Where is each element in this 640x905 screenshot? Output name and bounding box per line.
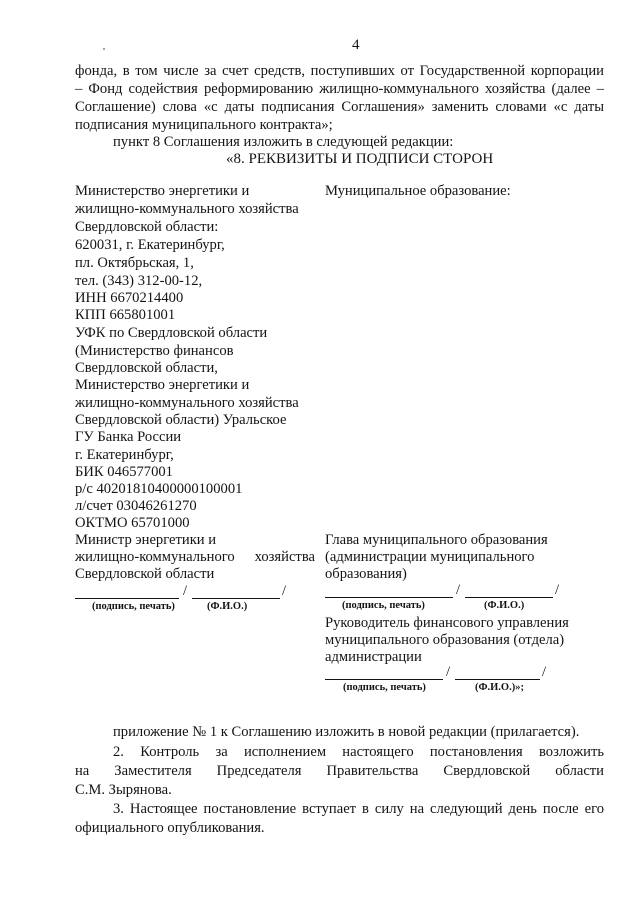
requisite-line: ГУ Банка России	[75, 429, 182, 445]
requisite-line: Министерство энергетики и	[75, 377, 250, 393]
appendix-line: приложение № 1 к Соглашению изложить в новой редакции (прилагается).	[113, 724, 580, 740]
minister-title-line: Министр энергетики и	[75, 532, 217, 548]
separator: /	[282, 583, 287, 599]
requisite-line: жилищно-коммунального хозяйства	[75, 395, 299, 411]
fio-caption: (Ф.И.О.)»;	[475, 682, 524, 693]
signature-line	[325, 679, 443, 680]
requisite-line: пл. Октябрьская, 1,	[75, 255, 194, 271]
fio-caption: (Ф.И.О.)	[207, 601, 248, 612]
signature-caption: (подпись, печать)	[92, 601, 175, 612]
separator: /	[183, 583, 188, 599]
finance-title-line: Руководитель финансового управления	[325, 615, 569, 631]
requisite-line: 620031, г. Екатеринбург,	[75, 237, 225, 253]
fio-caption: (Ф.И.О.)	[484, 600, 525, 611]
separator: /	[446, 664, 451, 680]
requisite-line: р/с 40201810400000100001	[75, 481, 243, 497]
requisite-line: л/счет 03046261270	[75, 498, 197, 514]
signature-line	[75, 598, 179, 599]
fio-line	[455, 679, 540, 680]
separator: /	[555, 582, 560, 598]
separator: /	[542, 664, 547, 680]
page-number: 4	[352, 37, 360, 53]
requisite-line: Свердловской области:	[75, 219, 219, 235]
requisite-line: КПП 665801001	[75, 307, 176, 323]
minister-title-line: Свердловской области	[75, 566, 215, 582]
intro-line-2: – Фонд содействия реформированию жилищно-коммунального хозяйства (далее –	[75, 81, 604, 97]
intro-line-3: Соглашение) слова «с даты подписания Соглашения» заменить словами «с даты	[75, 99, 604, 115]
separator: /	[456, 582, 461, 598]
requisite-line: жилищно-коммунального хозяйства	[75, 201, 299, 217]
requisite-line: ОКТМО 65701000	[75, 515, 190, 531]
item3-line-1: 3. Настоящее постановление вступает в силу на следующий день после его	[113, 801, 604, 817]
head-title-line: Глава муниципального образования	[325, 532, 548, 548]
item2-line-1: 2. Контроль за исполнением настоящего постановления возложить	[113, 744, 604, 760]
finance-title-line: администрации	[325, 649, 422, 665]
head-title-line: (администрации муниципального	[325, 549, 535, 565]
point8-line: пункт 8 Соглашения изложить в следующей редакции:	[113, 134, 454, 150]
section-heading: «8. РЕКВИЗИТЫ И ПОДПИСИ СТОРОН	[226, 151, 494, 167]
signature-line	[325, 597, 453, 598]
fio-line	[192, 598, 280, 599]
requisite-line: ИНН 6670214400	[75, 290, 184, 306]
requisite-line: БИК 046577001	[75, 464, 173, 480]
fio-line	[465, 597, 553, 598]
intro-line-1: фонда, в том числе за счет средств, поступивших от Государственной корпорации	[75, 63, 604, 79]
head-title-line: образования)	[325, 566, 407, 582]
requisite-line: Свердловской области,	[75, 360, 218, 376]
requisite-line: Свердловской области) Уральское	[75, 412, 287, 428]
requisite-line: Министерство энергетики и	[75, 183, 250, 199]
requisite-line: (Министерство финансов	[75, 343, 234, 359]
finance-title-line: муниципального образования (отдела)	[325, 632, 565, 648]
scan-speck	[103, 48, 105, 50]
item3-line-2: официального опубликования.	[75, 820, 265, 836]
requisite-line: УФК по Свердловской области	[75, 325, 268, 341]
signature-caption: (подпись, печать)	[343, 682, 426, 693]
requisite-line: г. Екатеринбург,	[75, 447, 174, 463]
minister-title-line: жилищно-коммунального хозяйства	[75, 549, 315, 565]
item2-line-3: С.М. Зырянова.	[75, 782, 172, 798]
signature-caption: (подпись, печать)	[342, 600, 425, 611]
intro-line-4: подписания муниципального контракта»;	[75, 117, 333, 133]
municipal-header: Муниципальное образование:	[325, 183, 511, 199]
item2-line-2: на Заместителя Председателя Правительства Свердловской области	[75, 763, 604, 779]
requisite-line: тел. (343) 312-00-12,	[75, 273, 203, 289]
